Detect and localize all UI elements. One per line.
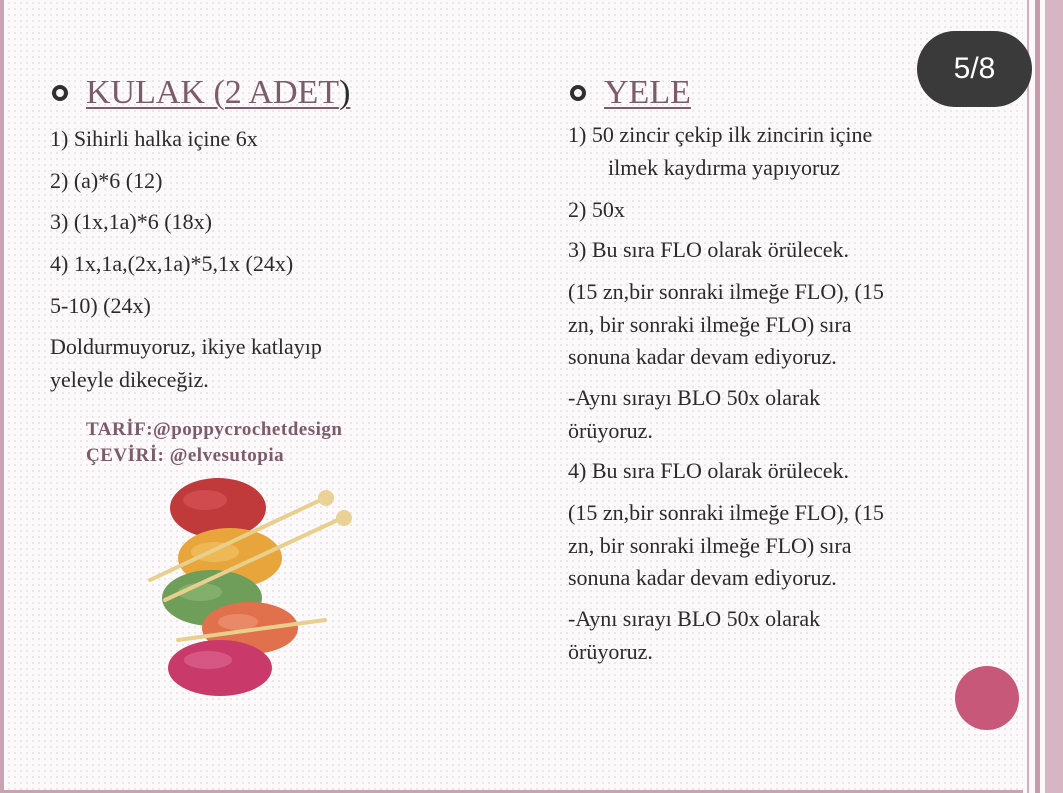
kulak-heading-paren: ) <box>339 74 351 111</box>
needle-knob-2 <box>336 510 352 526</box>
kulak-note-line-2: yeleyle dikeceğiz. <box>50 367 209 392</box>
yele-line-2: ilmek kaydırma yapıyoruz <box>608 155 841 180</box>
kulak-step-2: 2) (a)*6 (12) <box>50 168 163 193</box>
yele-heading-text: YELE <box>604 74 691 111</box>
page-counter-badge: 5/8 <box>917 31 1032 107</box>
yele-line-9: örüyoruz. <box>568 418 653 443</box>
yele-line-7: sonuna kadar devam ediyoruz. <box>568 344 837 369</box>
kulak-step-3: 3) (1x,1a)*6 (18x) <box>50 209 212 234</box>
kulak-step-1: 1) Sihirli halka içine 6x <box>50 126 258 151</box>
translation-credit: ÇEVİRİ: @elvesutopia <box>86 445 285 466</box>
yele-line-1: 1) 50 zincir çekip ilk zincirin içine <box>568 122 873 147</box>
yele-line-12: zn, bir sonraki ilmeğe FLO) sıra <box>568 533 852 558</box>
circle-bullet-icon <box>52 85 68 101</box>
kulak-heading <box>52 74 350 112</box>
kulak-step-4: 4) 1x,1a,(2x,1a)*5,1x (24x) <box>50 251 294 276</box>
yele-line-11: (15 zn,bir sonraki ilmeğe FLO), (15 <box>568 500 884 525</box>
kulak-heading-text: KULAK (2 ADET <box>86 74 340 111</box>
left-border <box>0 0 4 793</box>
pink-decorative-dot <box>955 666 1019 730</box>
right-decorative-border <box>1023 0 1063 793</box>
needle-knob-1 <box>318 490 334 506</box>
yele-line-10: 4) Bu sıra FLO olarak örülecek. <box>568 458 850 483</box>
yele-line-14: -Aynı sırayı BLO 50x olarak <box>568 606 821 631</box>
recipe-credit: TARİF:@poppycrochetdesign <box>86 419 343 440</box>
yele-line-13: sonuna kadar devam ediyoruz. <box>568 565 837 590</box>
kulak-note-line-1: Doldurmuyoruz, ikiye katlayıp <box>50 334 322 359</box>
yele-line-5: (15 zn,bir sonraki ilmeğe FLO), (15 <box>568 279 884 304</box>
yele-heading <box>570 74 691 112</box>
yele-line-8: -Aynı sırayı BLO 50x olarak <box>568 385 821 410</box>
kulak-step-5: 5-10) (24x) <box>50 293 151 318</box>
yarn-balls-illustration <box>120 470 370 730</box>
yele-line-6: zn, bir sonraki ilmeğe FLO) sıra <box>568 312 852 337</box>
circle-bullet-icon <box>570 85 586 101</box>
yele-line-15: örüyoruz. <box>568 639 653 664</box>
yele-line-4: 3) Bu sıra FLO olarak örülecek. <box>568 237 850 262</box>
yele-line-3: 2) 50x <box>568 197 625 222</box>
pink-yarn-ball <box>168 640 272 696</box>
